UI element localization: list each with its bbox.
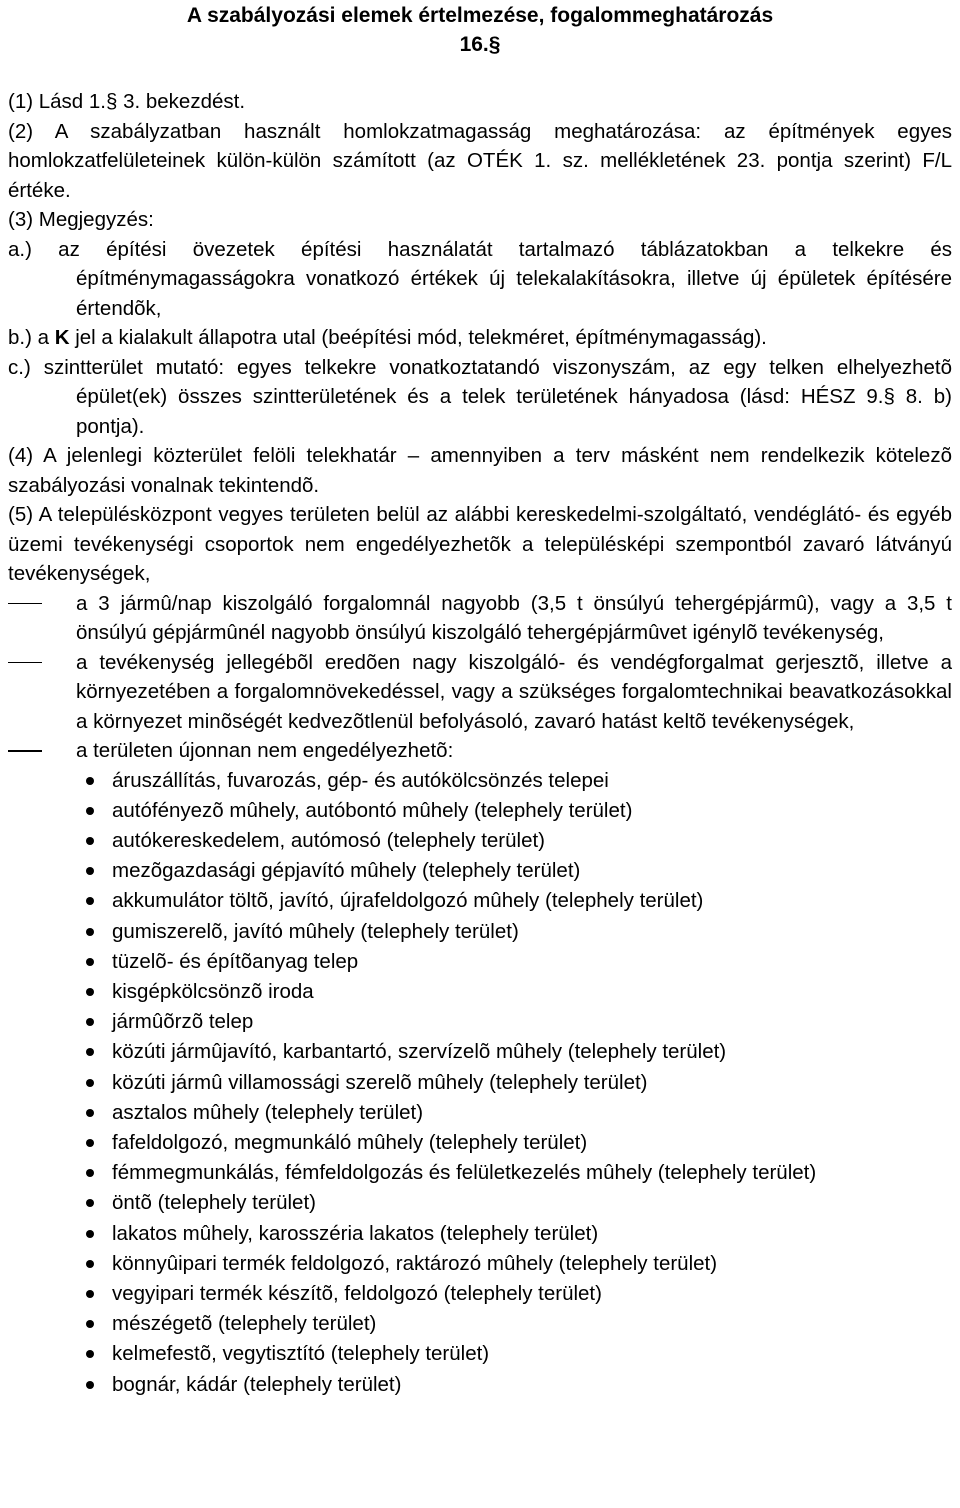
bullet-icon [86, 1290, 94, 1298]
prohibited-activities-list [8, 766, 952, 1400]
list-item-text: öntõ (telephely terület) [112, 1191, 316, 1215]
bullet-icon [86, 1169, 94, 1177]
list-item [8, 917, 952, 947]
list-item-text: kelmefestõ, vegytisztító (telephely terület) [112, 1342, 490, 1366]
list-item-text: jármûõrzõ telep [112, 1010, 254, 1034]
list-item-text: mezõgazdasági gépjavító mûhely (telephely terület) [112, 859, 581, 883]
document-title: A szabályozási elemek értelmezése, fogalommeghatározás [186, 4, 774, 27]
paragraph-1: (1) Lásd 1.§ 3. bekezdést. [8, 90, 246, 113]
bullet-icon [86, 1350, 94, 1358]
bullet-icon [86, 807, 94, 815]
paragraph-3c: c.) szintterület mutató: egyes telkekre vonatkoztatandó viszonyszám, az egy telken elhelyezhetõ épület(ek) összes szintterületének és a telek területének hányadosa (lásd: HÉSZ 9.§ 8. b) pontja). [8, 355, 952, 438]
k-mark: K [54, 326, 70, 349]
list-item [8, 766, 952, 796]
bullet-icon [86, 1260, 94, 1268]
list-item [8, 886, 952, 916]
list-item [8, 1279, 952, 1309]
dash-item [8, 648, 952, 737]
list-item [8, 1037, 952, 1067]
list-item-text: fémmegmunkálás, fémfeldolgozás és felületkezelés mûhely (telephely terület) [112, 1161, 817, 1185]
list-item [8, 796, 952, 826]
paragraph-3-heading: (3) Megjegyzés: [8, 208, 154, 231]
list-item [8, 1158, 952, 1188]
bullet-icon [86, 928, 94, 936]
paragraph-5: (5) A településközpont vegyes területen belül az alábbi kereskedelmi-szolgáltató, vendéglátó- és egyéb üzemi tevékenységi csoportok nem engedélyezhetõk a településképi szempontból zavaró látványú tevékenységek, [8, 503, 952, 585]
paragraph-3a: a.) az építési övezetek építési használatát tartalmazó táblázatokban a telkekre és építménymagasságokra vonatkozó értékek új telekalakításokra, illetve új épületek építésére értendõk, [8, 237, 952, 320]
bullet-icon [86, 988, 94, 996]
list-item-text: bognár, kádár (telephely terület) [112, 1372, 402, 1396]
list-item-text: mészégetõ (telephely terület) [112, 1312, 377, 1336]
dash-item-text: a tevékenység jellegébõl eredõen nagy kiszolgáló- és vendégforgalmat gerjesztõ, illetve a környezetében a forgalomnövekedéssel, vagy a szükséges forgalomtechnikai beavatkozásokkal a környezet minõségét kedvezõtlenül befolyásoló, zavaró hatást keltõ tevékenységek, [76, 650, 952, 733]
list-item-text: közúti jármû villamossági szerelõ mûhely (telephely terület) [112, 1070, 648, 1094]
paragraph-3b-post: jel a kialakult állapotra utal (beépítési mód, telekméret, építménymagasság). [69, 326, 767, 349]
list-item [8, 826, 952, 856]
list-item [8, 1128, 952, 1158]
list-item-text: vegyipari termék készítõ, feldolgozó (telephely terület) [112, 1281, 602, 1305]
paragraph-4: (4) A jelenlegi közterület felöli telekhatár – amennyiben a terv másként nem rendelkezik kötelezõ szabályozási vonalnak tekintendõ. [8, 444, 952, 497]
section-number: 16.§ [459, 33, 501, 56]
paragraph-2: (2) A szabályzatban használt homlokzatmagasság meghatározása: az építmények egyes homlokzatfelületeinek külön-külön számított (az OTÉK 1. sz. mellékletének 23. pontja szerint) F/L értéke. [8, 119, 952, 202]
list-item [8, 1309, 952, 1339]
dash-item-text: a 3 jármû/nap kiszolgáló forgalomnál nagyobb (3,5 t önsúlyú tehergépjármû), vagy a 3,5 t önsúlyú gépjármûnél nagyobb önsúlyú kiszolgáló tehergépjármûvet igénylõ tevékenység, [76, 591, 952, 644]
list-item-text: asztalos mûhely (telephely terület) [112, 1100, 424, 1124]
list-item [8, 1249, 952, 1279]
bullet-icon [86, 1048, 94, 1056]
list-item-text: lakatos mûhely, karosszéria lakatos (telephely terület) [112, 1221, 599, 1245]
dash-item [8, 736, 952, 766]
bullet-icon [86, 1079, 94, 1087]
bullet-icon [86, 777, 94, 785]
bullet-icon [86, 867, 94, 875]
list-item [8, 1188, 952, 1218]
bullet-icon [86, 837, 94, 845]
paragraph-3b-pre: b.) a [8, 326, 55, 349]
list-item-text: autókereskedelem, autómosó (telephely terület) [112, 828, 546, 852]
bullet-icon [86, 1109, 94, 1117]
list-item [8, 977, 952, 1007]
list-item-text: könnyûipari termék feldolgozó, raktározó mûhely (telephely terület) [112, 1251, 718, 1275]
list-item [8, 1370, 952, 1400]
list-item-text: tüzelõ- és építõanyag telep [112, 949, 359, 973]
list-item [8, 856, 952, 886]
list-item-text: akkumulátor töltõ, javító, újrafeldolgozó mûhely (telephely terület) [112, 889, 704, 913]
dash-marker [8, 750, 42, 752]
list-item-text: áruszállítás, fuvarozás, gép- és autókölcsönzés telepei [112, 768, 609, 792]
bullet-icon [86, 1230, 94, 1238]
bullet-icon [86, 1381, 94, 1389]
list-item [8, 1068, 952, 1098]
list-item [8, 1219, 952, 1249]
dash-item-text: a területen újonnan nem engedélyezhetõ: [76, 739, 454, 762]
dash-marker [8, 662, 42, 664]
bullet-icon [86, 1199, 94, 1207]
bullet-icon [86, 1320, 94, 1328]
list-item [8, 1339, 952, 1369]
dash-item [8, 589, 952, 648]
bullet-icon [86, 1018, 94, 1026]
list-item-text: kisgépkölcsönzõ iroda [112, 979, 314, 1003]
bullet-icon [86, 897, 94, 905]
list-item-text: gumiszerelõ, javító mûhely (telephely terület) [112, 919, 519, 943]
list-item-text: fafeldolgozó, megmunkáló mûhely (telephely terület) [112, 1130, 588, 1154]
bullet-icon [86, 958, 94, 966]
list-item [8, 1098, 952, 1128]
dash-marker [8, 603, 42, 605]
list-item-text: közúti jármûjavító, karbantartó, szervízelõ mûhely (telephely terület) [112, 1040, 727, 1064]
bullet-icon [86, 1139, 94, 1147]
list-item-text: autófényezõ mûhely, autóbontó mûhely (telephely terület) [112, 798, 633, 822]
paragraph-3b [8, 323, 952, 353]
list-item [8, 947, 952, 977]
list-item [8, 1007, 952, 1037]
